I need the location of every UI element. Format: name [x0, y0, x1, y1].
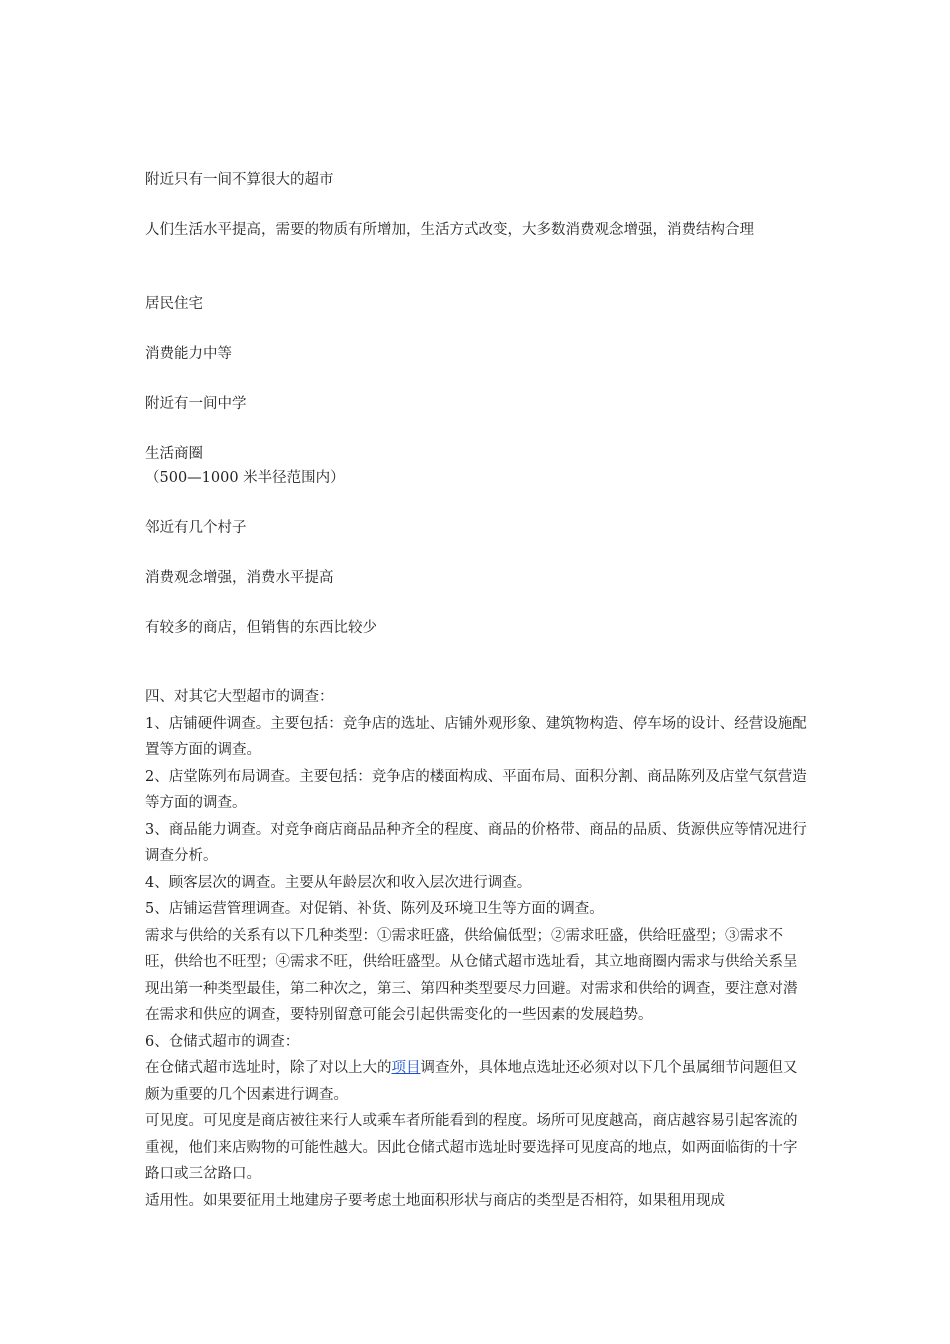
paragraph-product-capability: 3、商品能力调查。对竞争商店商品品种齐全的程度、商品的价格带、商品的品质、货源供应等情况进行调查分析。: [145, 821, 807, 864]
text-line: 有较多的商店，但销售的东西比较少: [145, 620, 377, 636]
text-line: 消费观念增强，消费水平提高: [145, 570, 334, 586]
text-line: 附近有一间中学: [145, 396, 247, 412]
paragraph-warehouse-heading: 6、仓储式超市的调查：: [145, 1033, 300, 1050]
paragraph-visibility: 可见度。可见度是商店被往来行人或乘车者所能看到的程度。场所可见度越高，商店越容易引起客流的重视，他们来店购物的可能性越大。因此仓储式超市选址时要选择可见度高的地点，如两面临街的十字路口或三岔路口。: [145, 1113, 798, 1182]
survey-section: [145, 684, 810, 1214]
paragraph-store-layout: 2、店堂陈列布局调查。主要包括：竞争店的楼面构成、平面布局、面积分割、商品陈列及店堂气氛营造等方面的调查。: [145, 768, 807, 811]
paragraph-store-hardware: 1、店铺硬件调查。主要包括：竞争店的选址、店铺外观形象、建筑物构造、停车场的设计、经营设施配置等方面的调查。: [145, 715, 807, 758]
paragraph-site-selection: [145, 1055, 810, 1108]
text-line: 消费能力中等: [145, 346, 232, 362]
text-paragraph: 人们生活水平提高，需要的物质有所增加，生活方式改变，大多数消费观念增强，消费结构合理: [145, 222, 754, 238]
section-heading: 四、对其它大型超市的调查：: [145, 689, 334, 705]
project-link[interactable]: 项目: [391, 1060, 421, 1076]
paragraph-suitability: 适用性。如果要征用土地建房子要考虑土地面积形状与商店的类型是否相符，如果租用现成: [145, 1192, 725, 1209]
text-line: 附近只有一间不算很大的超市: [145, 172, 334, 188]
text-line: （500—1000 米半径范围内）: [145, 470, 345, 486]
text-line: 生活商圈: [145, 446, 203, 462]
paragraph-customer-level: 4、顾客层次的调查。主要从年龄层次和收入层次进行调查。: [145, 874, 532, 891]
text-line: 邻近有几个村子: [145, 520, 247, 536]
paragraph-supply-demand: 需求与供给的关系有以下几种类型：①需求旺盛，供给偏低型；②需求旺盛，供给旺盛型；③需求不旺，供给也不旺型；④需求不旺，供给旺盛型。从仓储式超市选址看，其立地商圈内需求与供给关系呈现出第一种类型最佳，第二种次之，第三、第四种类型要尽力回避。对需求和供给的调查，要注意对潜在需求和供应的调查，要特别留意可能会引起供需变化的一些因素的发展趋势。: [145, 927, 798, 1023]
paragraph-operations: 5、店铺运营管理调查。对促销、补货、陈列及环境卫生等方面的调查。: [145, 901, 604, 917]
text-fragment: 调查外，具体地点选址还必须对以下几个虽属细节问题但又颇为重要的几个因素进行调查。: [145, 1060, 798, 1103]
text-line: 居民住宅: [145, 296, 203, 312]
text-fragment: 在仓储式超市选址时，除了对以上大的: [145, 1060, 392, 1076]
